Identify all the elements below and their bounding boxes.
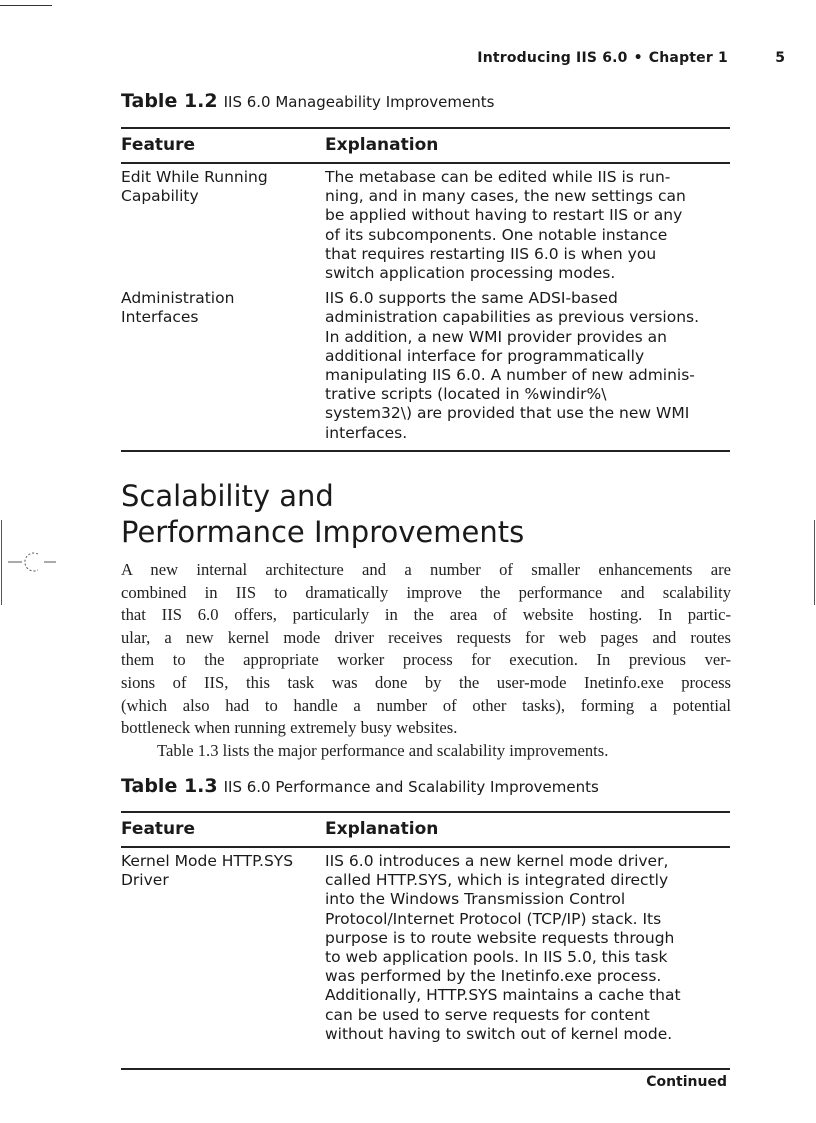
- running-head-chapter: Chapter 1: [648, 50, 728, 66]
- crop-mark: [0, 5, 52, 6]
- second-paragraph: Table 1.3 lists the major performance and scalability improvements.: [157, 741, 609, 760]
- table-row: [121, 168, 730, 283]
- feature-cell: Edit While Running Capability: [121, 168, 268, 206]
- paragraph-line: them to the appropriate worker process for execution. In previous ver-: [121, 650, 731, 670]
- paragraph-line: that IIS 6.0 offers, particularly in the area of website hosting. In partic-: [121, 605, 731, 625]
- feature-cell: Administration Interfaces: [121, 289, 235, 327]
- running-head: [477, 50, 728, 66]
- table-1-3-title: IIS 6.0 Performance and Scalability Improvements: [223, 778, 599, 796]
- table-row: [121, 289, 730, 443]
- feature-cell: Kernel Mode HTTP.SYS Driver: [121, 852, 294, 890]
- paragraph-line: A new internal architecture and a number of smaller enhancements are: [121, 560, 731, 579]
- body-paragraph: [121, 559, 731, 740]
- table-header-explanation: Explanation: [325, 135, 439, 155]
- table-1-2: [121, 127, 730, 452]
- explanation-cell: The metabase can be edited while IIS is run- ning, and in many cases, the new settings can be applied without having to restart IIS or any of its subcomponents. One notable instance that requires restarting IIS 6.0 is when you switch application processing modes.: [325, 168, 686, 283]
- footer-rule: [121, 1068, 730, 1070]
- explanation-cell: IIS 6.0 supports the same ADSI-based administration capabilities as previous versions. In addition, a new WMI provider provides an additional interface for programmatically manipulating IIS 6.0. A number of new adminis- trative scripts (located in %windir%\ system32\) are provided that use the new WMI interfaces.: [325, 289, 700, 442]
- right-edge-mark: [814, 520, 815, 605]
- table-1-3-caption: [121, 775, 741, 797]
- section-heading: Scalability and Performance Improvements: [121, 479, 525, 549]
- registration-mark-icon: [8, 548, 58, 578]
- left-edge-mark: [1, 520, 2, 605]
- explanation-cell: IIS 6.0 introduces a new kernel mode driver, called HTTP.SYS, which is integrated directly into the Windows Transmission Control Protocol/Internet Protocol (TCP/IP) stack. Its purpose is to route website requests through to web application pools. In IIS 5.0, this task was performed by the Inetinfo.exe process. Additionally, HTTP.SYS maintains a cache that can be used to serve requests for content without having to switch out of kernel mode.: [325, 852, 681, 1043]
- table-1-3: [121, 811, 730, 1044]
- table-1-2-title: IIS 6.0 Manageability Improvements: [223, 93, 495, 111]
- table-header-feature: Feature: [121, 819, 196, 839]
- page-number: 5: [775, 50, 785, 66]
- table-1-2-caption: [121, 90, 741, 112]
- paragraph-line: sions of IIS, this task was done by the user-mode Inetinfo.exe process: [121, 672, 731, 692]
- paragraph-line: combined in IIS to dramatically improve the performance and scalability: [121, 582, 731, 602]
- table-1-2-number: Table 1.2: [121, 90, 218, 112]
- table-header-rule: [121, 162, 730, 164]
- table-header-row: [121, 813, 730, 846]
- table-header-feature: Feature: [121, 135, 196, 155]
- table-header-rule: [121, 846, 730, 848]
- running-head-title: Introducing IIS 6.0: [477, 50, 628, 66]
- table-bottom-rule: [121, 450, 730, 452]
- table-header-explanation: Explanation: [325, 819, 439, 839]
- continued-label: Continued: [646, 1074, 727, 1090]
- running-head-bullet: •: [633, 50, 643, 66]
- table-row: [121, 852, 730, 1044]
- paragraph-line: ular, a new kernel mode driver receives requests for web pages and routes: [121, 627, 731, 647]
- table-1-3-number: Table 1.3: [121, 775, 218, 797]
- table-header-row: [121, 129, 730, 162]
- paragraph-line: (which also had to handle a number of other tasks), forming a potential: [121, 695, 731, 715]
- paragraph-line: bottleneck when running extremely busy websites.: [121, 718, 458, 738]
